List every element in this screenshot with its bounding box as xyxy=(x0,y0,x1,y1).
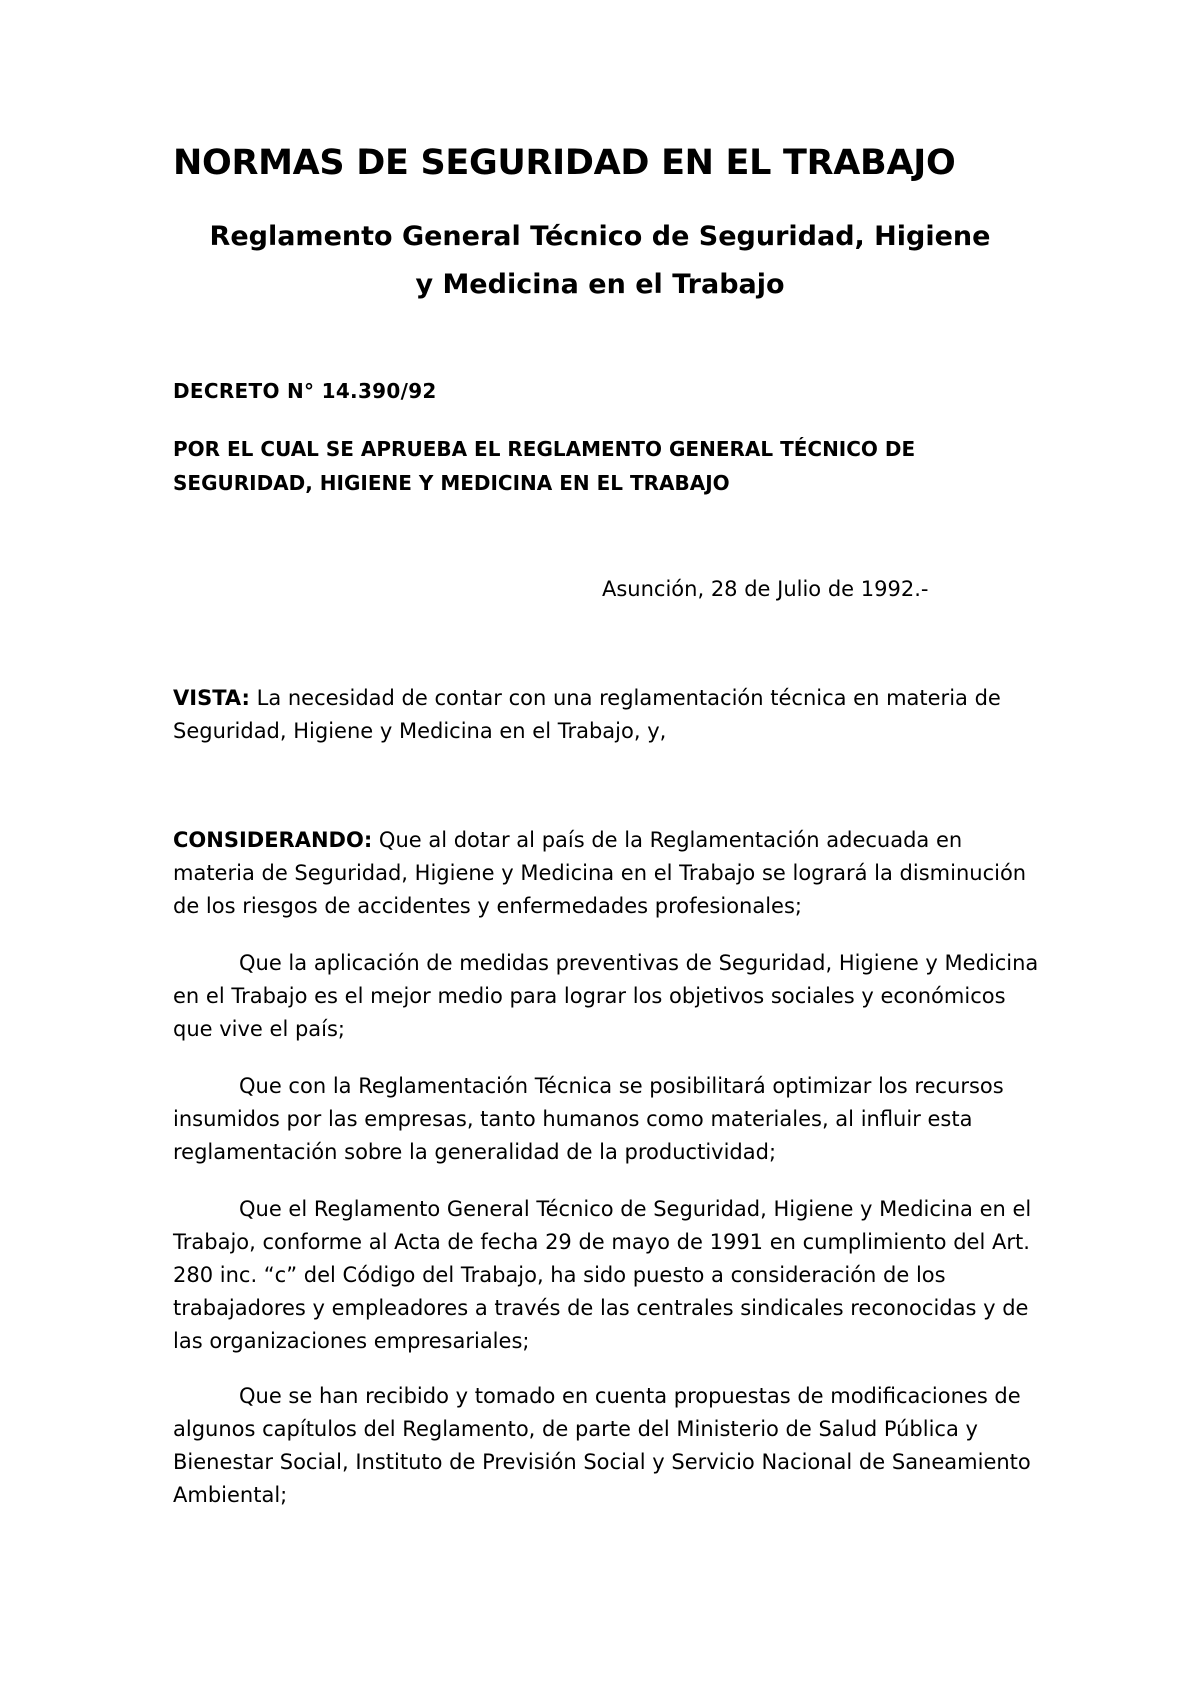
document-title: NORMAS DE SEGURIDAD EN EL TRABAJO xyxy=(173,143,956,183)
vista-paragraph xyxy=(173,682,1039,748)
decree-number: DECRETO N° 14.390/92 xyxy=(173,379,437,403)
body-paragraph: Que se han recibido y tomado en cuenta propuestas de modificaciones de algunos capítulos del Reglamento, de parte del Ministerio de Salud Pública y Bienestar Social, Instituto de Previsión Social y Servicio Nacional de Saneamiento Ambiental; xyxy=(173,1384,1031,1507)
considerando-paragraph xyxy=(173,824,1039,923)
subtitle-line-1: Reglamento General Técnico de Seguridad, Higiene xyxy=(209,221,991,252)
vista-label: VISTA: xyxy=(173,686,250,710)
decree-title: POR EL CUAL SE APRUEBA EL REGLAMENTO GENERAL TÉCNICO DE SEGURIDAD, HIGIENE Y MEDICINA EN EL TRABAJO xyxy=(173,437,916,495)
vista-text: La necesidad de contar con una reglamentación técnica en materia de Seguridad, Higiene y Medicina en el Trabajo, y, xyxy=(173,686,1001,743)
considerando-label: CONSIDERANDO: xyxy=(173,828,373,852)
document-subtitle xyxy=(160,213,1040,309)
body-paragraph: Que el Reglamento General Técnico de Seguridad, Higiene y Medicina en el Trabajo, conforme al Acta de fecha 29 de mayo de 1991 en cumplimiento del Art. 280 inc. “c” del Código del Trabajo, ha sido puesto a consideración de los trabajadores y empleadores a través de las centrales sindicales reconocidas y de las organizaciones empresariales; xyxy=(173,1197,1032,1353)
body-paragraph: Que la aplicación de medidas preventivas de Seguridad, Higiene y Medicina en el Trabajo es el mejor medio para lograr los objetivos sociales y económicos que vive el país; xyxy=(173,951,1039,1041)
subtitle-line-2: y Medicina en el Trabajo xyxy=(415,269,785,300)
body-paragraph: Que con la Reglamentación Técnica se posibilitará optimizar los recursos insumidos por las empresas, tanto humanos como materiales, al influir esta reglamentación sobre la generalidad de la productividad; xyxy=(173,1074,1004,1164)
considerando-text: Que al dotar al país de la Reglamentación adecuada en materia de Seguridad, Higiene y Medicina en el Trabajo se logrará la disminución de los riesgos de accidentes y enfermedades profesionales; xyxy=(173,828,1027,918)
document-date: Asunción, 28 de Julio de 1992.- xyxy=(602,577,929,601)
